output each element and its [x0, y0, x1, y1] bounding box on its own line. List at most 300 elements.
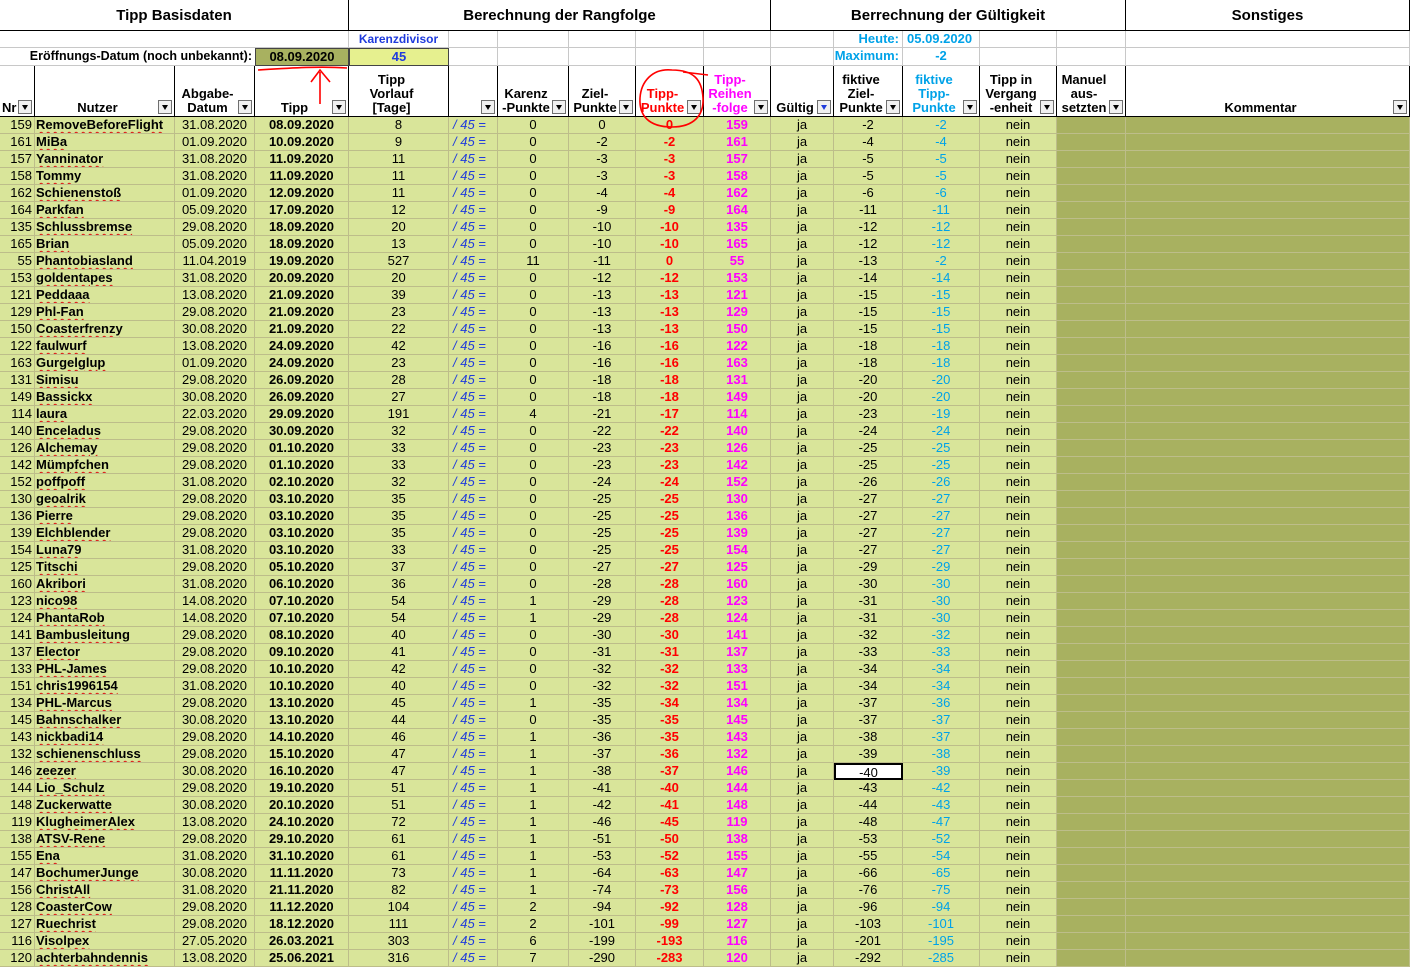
- cell-manuel-aussetzen[interactable]: [1057, 338, 1126, 355]
- cell-nutzer[interactable]: laura: [35, 406, 175, 423]
- cell-vorlauf: 12: [349, 202, 449, 219]
- cell-tipp-punkte: -22: [636, 423, 704, 440]
- cell-nr: 119: [0, 814, 35, 831]
- cell-manuel-aussetzen[interactable]: [1057, 389, 1126, 406]
- cell-nutzer[interactable]: Ena: [35, 848, 175, 865]
- cell-kommentar[interactable]: [1126, 848, 1410, 865]
- cell-nutzer[interactable]: Elchblender: [35, 525, 175, 542]
- cell-fiktive-ziel-punkte[interactable]: -12: [834, 219, 903, 236]
- cell-fiktive-ziel-punkte[interactable]: -2: [834, 117, 903, 134]
- cell-kommentar[interactable]: [1126, 661, 1410, 678]
- cell-nutzer[interactable]: Peddaaa: [35, 287, 175, 304]
- cell-fiktive-ziel-punkte[interactable]: -5: [834, 151, 903, 168]
- cell-reihenfolge: 160: [704, 576, 771, 593]
- cell-fiktive-ziel-punkte[interactable]: -55: [834, 848, 903, 865]
- cell-reihenfolge: 134: [704, 695, 771, 712]
- cell-kommentar[interactable]: [1126, 423, 1410, 440]
- cell-tipp-punkte: -73: [636, 882, 704, 899]
- cell-vorlauf: 45: [349, 695, 449, 712]
- cell-manuel-aussetzen[interactable]: [1057, 491, 1126, 508]
- cell-fiktive-ziel-punkte[interactable]: -24: [834, 423, 903, 440]
- cell-kommentar[interactable]: [1126, 746, 1410, 763]
- cell-nutzer[interactable]: Enceladus: [35, 423, 175, 440]
- cell-kommentar[interactable]: [1126, 372, 1410, 389]
- filter-dropdown-icon[interactable]: [158, 100, 172, 114]
- cell-vorlauf: 40: [349, 627, 449, 644]
- cell-reihenfolge: 123: [704, 593, 771, 610]
- section-basisdaten: Tipp Basisdaten: [0, 0, 349, 31]
- cell-abgabe-datum: 29.08.2020: [175, 661, 255, 678]
- cell-kommentar[interactable]: [1126, 831, 1410, 848]
- cell-fiktive-ziel-punkte[interactable]: -25: [834, 440, 903, 457]
- cell-kommentar[interactable]: [1126, 712, 1410, 729]
- cell-kommentar[interactable]: [1126, 780, 1410, 797]
- cell-manuel-aussetzen[interactable]: [1057, 746, 1126, 763]
- cell-kommentar[interactable]: [1126, 219, 1410, 236]
- cell-fiktive-ziel-punkte[interactable]: -33: [834, 644, 903, 661]
- filter-dropdown-icon[interactable]: [481, 100, 495, 114]
- cell-manuel-aussetzen[interactable]: [1057, 848, 1126, 865]
- filter-dropdown-icon[interactable]: [886, 100, 900, 114]
- cell-fiktive-ziel-punkte[interactable]: -76: [834, 882, 903, 899]
- cell-nutzer[interactable]: Schienenstoß: [35, 185, 175, 202]
- cell-fiktive-ziel-punkte[interactable]: -201: [834, 933, 903, 950]
- cell-manuel-aussetzen[interactable]: [1057, 933, 1126, 950]
- cell-nutzer[interactable]: CoasterCow: [35, 899, 175, 916]
- cell-fiktive-ziel-punkte[interactable]: -27: [834, 508, 903, 525]
- cell-manuel-aussetzen[interactable]: [1057, 423, 1126, 440]
- cell-kommentar[interactable]: [1126, 304, 1410, 321]
- cell-nutzer[interactable]: Akribori: [35, 576, 175, 593]
- cell-kommentar[interactable]: [1126, 440, 1410, 457]
- cell-tipp-punkte: -13: [636, 304, 704, 321]
- cell-fiktive-ziel-punkte[interactable]: -96: [834, 899, 903, 916]
- cell-nutzer[interactable]: Phantobiasland: [35, 253, 175, 270]
- cell-nutzer[interactable]: ATSV-Rene: [35, 831, 175, 848]
- cell-fiktive-ziel-punkte[interactable]: -44: [834, 797, 903, 814]
- cell-fiktive-ziel-punkte[interactable]: -38: [834, 729, 903, 746]
- cell-tipp: 24.09.2020: [255, 355, 349, 372]
- cell-nr: 149: [0, 389, 35, 406]
- filter-dropdown-icon[interactable]: [963, 100, 977, 114]
- cell-manuel-aussetzen[interactable]: [1057, 236, 1126, 253]
- cell-fiktive-ziel-punkte[interactable]: -32: [834, 627, 903, 644]
- cell-abgabe-datum: 01.09.2020: [175, 185, 255, 202]
- cell-nutzer[interactable]: Elector: [35, 644, 175, 661]
- grid-cell: [704, 48, 771, 66]
- cell-nutzer[interactable]: Tommy: [35, 168, 175, 185]
- cell-nutzer[interactable]: Schlussbremse: [35, 219, 175, 236]
- cell-nutzer[interactable]: Lio_Schulz: [35, 780, 175, 797]
- cell-tipp: 11.11.2020: [255, 865, 349, 882]
- cell-vergangenheit: nein: [980, 389, 1057, 406]
- filter-dropdown-icon[interactable]: [552, 100, 566, 114]
- filter-dropdown-icon[interactable]: [687, 100, 701, 114]
- cell-nutzer[interactable]: PhantaRob: [35, 610, 175, 627]
- cell-kommentar[interactable]: [1126, 389, 1410, 406]
- cell-nutzer[interactable]: Bambusleitung: [35, 627, 175, 644]
- cell-kommentar[interactable]: [1126, 576, 1410, 593]
- karenzdivisor-value[interactable]: 45: [349, 48, 449, 66]
- cell-fiktive-ziel-punkte[interactable]: -14: [834, 270, 903, 287]
- cell-manuel-aussetzen[interactable]: [1057, 151, 1126, 168]
- cell-kommentar[interactable]: [1126, 134, 1410, 151]
- cell-kommentar[interactable]: [1126, 474, 1410, 491]
- cell-kommentar[interactable]: [1126, 542, 1410, 559]
- cell-fiktive-ziel-punkte[interactable]: -25: [834, 457, 903, 474]
- cell-gueltig: ja: [771, 253, 834, 270]
- cell-tipp: 17.09.2020: [255, 202, 349, 219]
- cell-nutzer[interactable]: geoalrik: [35, 491, 175, 508]
- cell-tipp: 07.10.2020: [255, 593, 349, 610]
- cell-vorlauf: 32: [349, 423, 449, 440]
- cell-manuel-aussetzen[interactable]: [1057, 202, 1126, 219]
- cell-karenz-punkte: 0: [498, 338, 569, 355]
- cell-fiktive-ziel-punkte[interactable]: -23: [834, 406, 903, 423]
- cell-tipp-punkte: -32: [636, 661, 704, 678]
- cell-karenz-punkte: 2: [498, 916, 569, 933]
- cell-vergangenheit: nein: [980, 933, 1057, 950]
- cell-kommentar[interactable]: [1126, 627, 1410, 644]
- cell-divisor: / 45 =: [449, 950, 498, 967]
- cell-ziel-punkte: -13: [569, 287, 636, 304]
- cell-tipp-punkte: -17: [636, 406, 704, 423]
- cell-nr: 123: [0, 593, 35, 610]
- cell-fiktive-ziel-punkte[interactable]: -5: [834, 168, 903, 185]
- filter-dropdown-icon[interactable]: [1393, 100, 1407, 114]
- cell-karenz-punkte: 0: [498, 202, 569, 219]
- cell-manuel-aussetzen[interactable]: [1057, 661, 1126, 678]
- cell-manuel-aussetzen[interactable]: [1057, 270, 1126, 287]
- cell-kommentar[interactable]: [1126, 559, 1410, 576]
- cell-nutzer[interactable]: BochumerJunge: [35, 865, 175, 882]
- cell-fiktive-ziel-punkte[interactable]: -31: [834, 610, 903, 627]
- cell-nutzer[interactable]: Titschi: [35, 559, 175, 576]
- cell-kommentar[interactable]: [1126, 168, 1410, 185]
- cell-nr: 55: [0, 253, 35, 270]
- cell-kommentar[interactable]: [1126, 678, 1410, 695]
- cell-kommentar[interactable]: [1126, 355, 1410, 372]
- cell-gueltig: ja: [771, 610, 834, 627]
- filter-dropdown-icon[interactable]: [1109, 100, 1123, 114]
- filter-dropdown-icon[interactable]: [619, 100, 633, 114]
- cell-nutzer[interactable]: Luna79: [35, 542, 175, 559]
- cell-gueltig: ja: [771, 423, 834, 440]
- cell-nutzer[interactable]: Zuckerwatte: [35, 797, 175, 814]
- cell-nr: 143: [0, 729, 35, 746]
- cell-divisor: / 45 =: [449, 576, 498, 593]
- cell-manuel-aussetzen[interactable]: [1057, 287, 1126, 304]
- cell-nutzer[interactable]: PHL-James: [35, 661, 175, 678]
- cell-fiktive-ziel-punkte[interactable]: -34: [834, 661, 903, 678]
- cell-fiktive-ziel-punkte[interactable]: -4: [834, 134, 903, 151]
- cell-manuel-aussetzen[interactable]: [1057, 644, 1126, 661]
- cell-kommentar[interactable]: [1126, 151, 1410, 168]
- cell-manuel-aussetzen[interactable]: [1057, 304, 1126, 321]
- cell-manuel-aussetzen[interactable]: [1057, 355, 1126, 372]
- cell-manuel-aussetzen[interactable]: [1057, 950, 1126, 967]
- cell-manuel-aussetzen[interactable]: [1057, 406, 1126, 423]
- cell-kommentar[interactable]: [1126, 185, 1410, 202]
- eroeffnung-value[interactable]: 08.09.2020: [255, 48, 349, 66]
- cell-kommentar[interactable]: [1126, 270, 1410, 287]
- cell-fiktive-ziel-punkte[interactable]: -30: [834, 576, 903, 593]
- cell-nutzer[interactable]: PHL-Marcus: [35, 695, 175, 712]
- cell-nutzer[interactable]: chris1996154: [35, 678, 175, 695]
- cell-abgabe-datum: 31.08.2020: [175, 474, 255, 491]
- cell-vergangenheit: nein: [980, 712, 1057, 729]
- cell-manuel-aussetzen[interactable]: [1057, 627, 1126, 644]
- cell-manuel-aussetzen[interactable]: [1057, 797, 1126, 814]
- cell-nutzer[interactable]: Alchemay: [35, 440, 175, 457]
- cell-nutzer[interactable]: Phl-Fan: [35, 304, 175, 321]
- cell-kommentar[interactable]: [1126, 865, 1410, 882]
- header-tipp-reihenfolge: [704, 66, 771, 117]
- cell-karenz-punkte: 0: [498, 474, 569, 491]
- cell-tipp-punkte: -28: [636, 610, 704, 627]
- cell-abgabe-datum: 30.08.2020: [175, 763, 255, 780]
- grid-cell: [980, 31, 1057, 48]
- cell-kommentar[interactable]: [1126, 729, 1410, 746]
- cell-vorlauf: 11: [349, 185, 449, 202]
- cell-kommentar[interactable]: [1126, 882, 1410, 899]
- cell-manuel-aussetzen[interactable]: [1057, 134, 1126, 151]
- cell-vorlauf: 54: [349, 610, 449, 627]
- cell-manuel-aussetzen[interactable]: [1057, 831, 1126, 848]
- cell-tipp: 16.10.2020: [255, 763, 349, 780]
- filter-dropdown-icon[interactable]: [18, 100, 32, 114]
- cell-nutzer[interactable]: Yanninator: [35, 151, 175, 168]
- cell-ziel-punkte: -35: [569, 712, 636, 729]
- cell-nr: 114: [0, 406, 35, 423]
- cell-manuel-aussetzen[interactable]: [1057, 678, 1126, 695]
- cell-kommentar[interactable]: [1126, 593, 1410, 610]
- cell-nr: 155: [0, 848, 35, 865]
- cell-kommentar[interactable]: [1126, 287, 1410, 304]
- cell-fiktive-ziel-punkte[interactable]: -15: [834, 304, 903, 321]
- cell-fiktive-ziel-punkte[interactable]: -39: [834, 746, 903, 763]
- cell-karenz-punkte: 0: [498, 644, 569, 661]
- cell-nr: 162: [0, 185, 35, 202]
- filter-dropdown-icon[interactable]: [332, 100, 346, 114]
- cell-fiktive-ziel-punkte[interactable]: -27: [834, 491, 903, 508]
- cell-nutzer[interactable]: Simisu: [35, 372, 175, 389]
- cell-vergangenheit: nein: [980, 151, 1057, 168]
- cell-nutzer[interactable]: Bahnschalker: [35, 712, 175, 729]
- cell-nutzer[interactable]: Visolpex: [35, 933, 175, 950]
- cell-nutzer[interactable]: achterbahndennis: [35, 950, 175, 967]
- cell-manuel-aussetzen[interactable]: [1057, 780, 1126, 797]
- cell-kommentar[interactable]: [1126, 916, 1410, 933]
- cell-tipp-punkte: -25: [636, 542, 704, 559]
- cell-fiktive-ziel-punkte[interactable]: -18: [834, 338, 903, 355]
- cell-nutzer[interactable]: Gurgelglup: [35, 355, 175, 372]
- cell-nutzer[interactable]: Coasterfrenzy: [35, 321, 175, 338]
- cell-nutzer[interactable]: Bassickx: [35, 389, 175, 406]
- cell-vorlauf: 22: [349, 321, 449, 338]
- cell-gueltig: ja: [771, 882, 834, 899]
- cell-reihenfolge: 161: [704, 134, 771, 151]
- cell-tipp-punkte: -13: [636, 287, 704, 304]
- cell-gueltig: ja: [771, 814, 834, 831]
- cell-manuel-aussetzen[interactable]: [1057, 525, 1126, 542]
- cell-kommentar[interactable]: [1126, 610, 1410, 627]
- cell-fiktive-ziel-punkte[interactable]: -20: [834, 372, 903, 389]
- cell-manuel-aussetzen[interactable]: [1057, 729, 1126, 746]
- cell-fiktive-ziel-punkte[interactable]: -31: [834, 593, 903, 610]
- cell-fiktive-ziel-punkte[interactable]: -37: [834, 712, 903, 729]
- cell-manuel-aussetzen[interactable]: [1057, 576, 1126, 593]
- cell-manuel-aussetzen[interactable]: [1057, 763, 1126, 780]
- cell-manuel-aussetzen[interactable]: [1057, 899, 1126, 916]
- cell-kommentar[interactable]: [1126, 457, 1410, 474]
- cell-fiktive-ziel-punkte[interactable]: -11: [834, 202, 903, 219]
- cell-manuel-aussetzen[interactable]: [1057, 117, 1126, 134]
- cell-fiktive-ziel-punkte[interactable]: -37: [834, 695, 903, 712]
- cell-divisor: / 45 =: [449, 151, 498, 168]
- cell-gueltig: ja: [771, 440, 834, 457]
- cell-tipp: 21.11.2020: [255, 882, 349, 899]
- cell-kommentar[interactable]: [1126, 491, 1410, 508]
- cell-nutzer[interactable]: Parkfan: [35, 202, 175, 219]
- cell-tipp-punkte: -4: [636, 185, 704, 202]
- cell-fiktive-ziel-punkte[interactable]: -20: [834, 389, 903, 406]
- cell-kommentar[interactable]: [1126, 508, 1410, 525]
- cell-kommentar[interactable]: [1126, 202, 1410, 219]
- cell-nutzer[interactable]: Pierre: [35, 508, 175, 525]
- cell-divisor: / 45 =: [449, 593, 498, 610]
- cell-gueltig: ja: [771, 338, 834, 355]
- cell-abgabe-datum: 29.08.2020: [175, 491, 255, 508]
- cell-fiktive-ziel-punkte[interactable]: -27: [834, 542, 903, 559]
- cell-nutzer[interactable]: ChristAll: [35, 882, 175, 899]
- cell-manuel-aussetzen[interactable]: [1057, 559, 1126, 576]
- cell-kommentar[interactable]: [1126, 321, 1410, 338]
- cell-nutzer[interactable]: schienenschluss: [35, 746, 175, 763]
- cell-fiktive-ziel-punkte[interactable]: -48: [834, 814, 903, 831]
- cell-manuel-aussetzen[interactable]: [1057, 712, 1126, 729]
- cell-fiktive-ziel-punkte[interactable]: -12: [834, 236, 903, 253]
- cell-nr: 131: [0, 372, 35, 389]
- cell-manuel-aussetzen[interactable]: [1057, 593, 1126, 610]
- cell-fiktive-ziel-punkte[interactable]: -15: [834, 321, 903, 338]
- cell-divisor: / 45 =: [449, 355, 498, 372]
- cell-manuel-aussetzen[interactable]: [1057, 253, 1126, 270]
- cell-nutzer[interactable]: KlugheimerAlex: [35, 814, 175, 831]
- cell-fiktive-tipp-punkte: -38: [903, 746, 980, 763]
- cell-nutzer[interactable]: Ruechrist: [35, 916, 175, 933]
- cell-reihenfolge: 139: [704, 525, 771, 542]
- cell-vergangenheit: nein: [980, 542, 1057, 559]
- cell-reihenfolge: 124: [704, 610, 771, 627]
- cell-kommentar[interactable]: [1126, 933, 1410, 950]
- cell-kommentar[interactable]: [1126, 695, 1410, 712]
- cell-manuel-aussetzen[interactable]: [1057, 457, 1126, 474]
- cell-nutzer[interactable]: MiBa: [35, 134, 175, 151]
- cell-manuel-aussetzen[interactable]: [1057, 882, 1126, 899]
- cell-vergangenheit: nein: [980, 525, 1057, 542]
- cell-ziel-punkte: -25: [569, 525, 636, 542]
- cell-fiktive-ziel-punkte[interactable]: -6: [834, 185, 903, 202]
- cell-manuel-aussetzen[interactable]: [1057, 219, 1126, 236]
- cell-fiktive-ziel-punkte[interactable]: -66: [834, 865, 903, 882]
- cell-fiktive-ziel-punkte[interactable]: -26: [834, 474, 903, 491]
- cell-kommentar[interactable]: [1126, 797, 1410, 814]
- cell-nutzer[interactable]: nickbadi14: [35, 729, 175, 746]
- cell-nutzer[interactable]: goldentapes: [35, 270, 175, 287]
- cell-manuel-aussetzen[interactable]: [1057, 508, 1126, 525]
- cell-nutzer[interactable]: poffpoff: [35, 474, 175, 491]
- cell-fiktive-ziel-punkte[interactable]: -15: [834, 287, 903, 304]
- cell-fiktive-ziel-punkte[interactable]: -34: [834, 678, 903, 695]
- filter-dropdown-icon[interactable]: [754, 100, 768, 114]
- cell-fiktive-ziel-punkte[interactable]: -53: [834, 831, 903, 848]
- cell-kommentar[interactable]: [1126, 117, 1410, 134]
- cell-manuel-aussetzen[interactable]: [1057, 168, 1126, 185]
- cell-manuel-aussetzen[interactable]: [1057, 542, 1126, 559]
- cell-manuel-aussetzen[interactable]: [1057, 440, 1126, 457]
- filter-dropdown-icon[interactable]: [238, 100, 252, 114]
- cell-fiktive-ziel-punkte[interactable]: -13: [834, 253, 903, 270]
- cell-manuel-aussetzen[interactable]: [1057, 321, 1126, 338]
- cell-manuel-aussetzen[interactable]: [1057, 916, 1126, 933]
- cell-kommentar[interactable]: [1126, 814, 1410, 831]
- cell-divisor: / 45 =: [449, 644, 498, 661]
- cell-nutzer[interactable]: faulwurf: [35, 338, 175, 355]
- cell-fiktive-ziel-punkte[interactable]: -29: [834, 559, 903, 576]
- cell-nutzer[interactable]: Mümpfchen: [35, 457, 175, 474]
- cell-fiktive-ziel-punkte[interactable]: -292: [834, 950, 903, 967]
- cell-kommentar[interactable]: [1126, 338, 1410, 355]
- cell-nutzer[interactable]: nico98: [35, 593, 175, 610]
- cell-vorlauf: 32: [349, 474, 449, 491]
- cell-kommentar[interactable]: [1126, 525, 1410, 542]
- filter-active-dropdown-icon[interactable]: [817, 100, 831, 114]
- selected-cell[interactable]: -40: [834, 763, 903, 780]
- cell-abgabe-datum: 11.04.2019: [175, 253, 255, 270]
- grid-cell: [0, 31, 349, 48]
- cell-kommentar[interactable]: [1126, 644, 1410, 661]
- cell-kommentar[interactable]: [1126, 253, 1410, 270]
- cell-nutzer[interactable]: RemoveBeforeFlight: [35, 117, 175, 134]
- cell-manuel-aussetzen[interactable]: [1057, 814, 1126, 831]
- cell-manuel-aussetzen[interactable]: [1057, 695, 1126, 712]
- grid-cell: [498, 31, 569, 48]
- cell-manuel-aussetzen[interactable]: [1057, 474, 1126, 491]
- cell-fiktive-ziel-punkte[interactable]: -18: [834, 355, 903, 372]
- cell-manuel-aussetzen[interactable]: [1057, 185, 1126, 202]
- cell-nutzer[interactable]: zeezer: [35, 763, 175, 780]
- cell-manuel-aussetzen[interactable]: [1057, 372, 1126, 389]
- cell-divisor: / 45 =: [449, 389, 498, 406]
- cell-kommentar[interactable]: [1126, 236, 1410, 253]
- cell-fiktive-tipp-punkte: -47: [903, 814, 980, 831]
- cell-fiktive-ziel-punkte[interactable]: -43: [834, 780, 903, 797]
- cell-kommentar[interactable]: [1126, 950, 1410, 967]
- cell-kommentar[interactable]: [1126, 899, 1410, 916]
- cell-tipp: 01.10.2020: [255, 440, 349, 457]
- cell-kommentar[interactable]: [1126, 763, 1410, 780]
- cell-nutzer[interactable]: Brian: [35, 236, 175, 253]
- cell-kommentar[interactable]: [1126, 406, 1410, 423]
- filter-dropdown-icon[interactable]: [1040, 100, 1054, 114]
- cell-tipp-punkte: -3: [636, 151, 704, 168]
- cell-fiktive-ziel-punkte[interactable]: -27: [834, 525, 903, 542]
- cell-fiktive-ziel-punkte[interactable]: -103: [834, 916, 903, 933]
- cell-manuel-aussetzen[interactable]: [1057, 865, 1126, 882]
- cell-manuel-aussetzen[interactable]: [1057, 610, 1126, 627]
- cell-fiktive-tipp-punkte: -5: [903, 151, 980, 168]
